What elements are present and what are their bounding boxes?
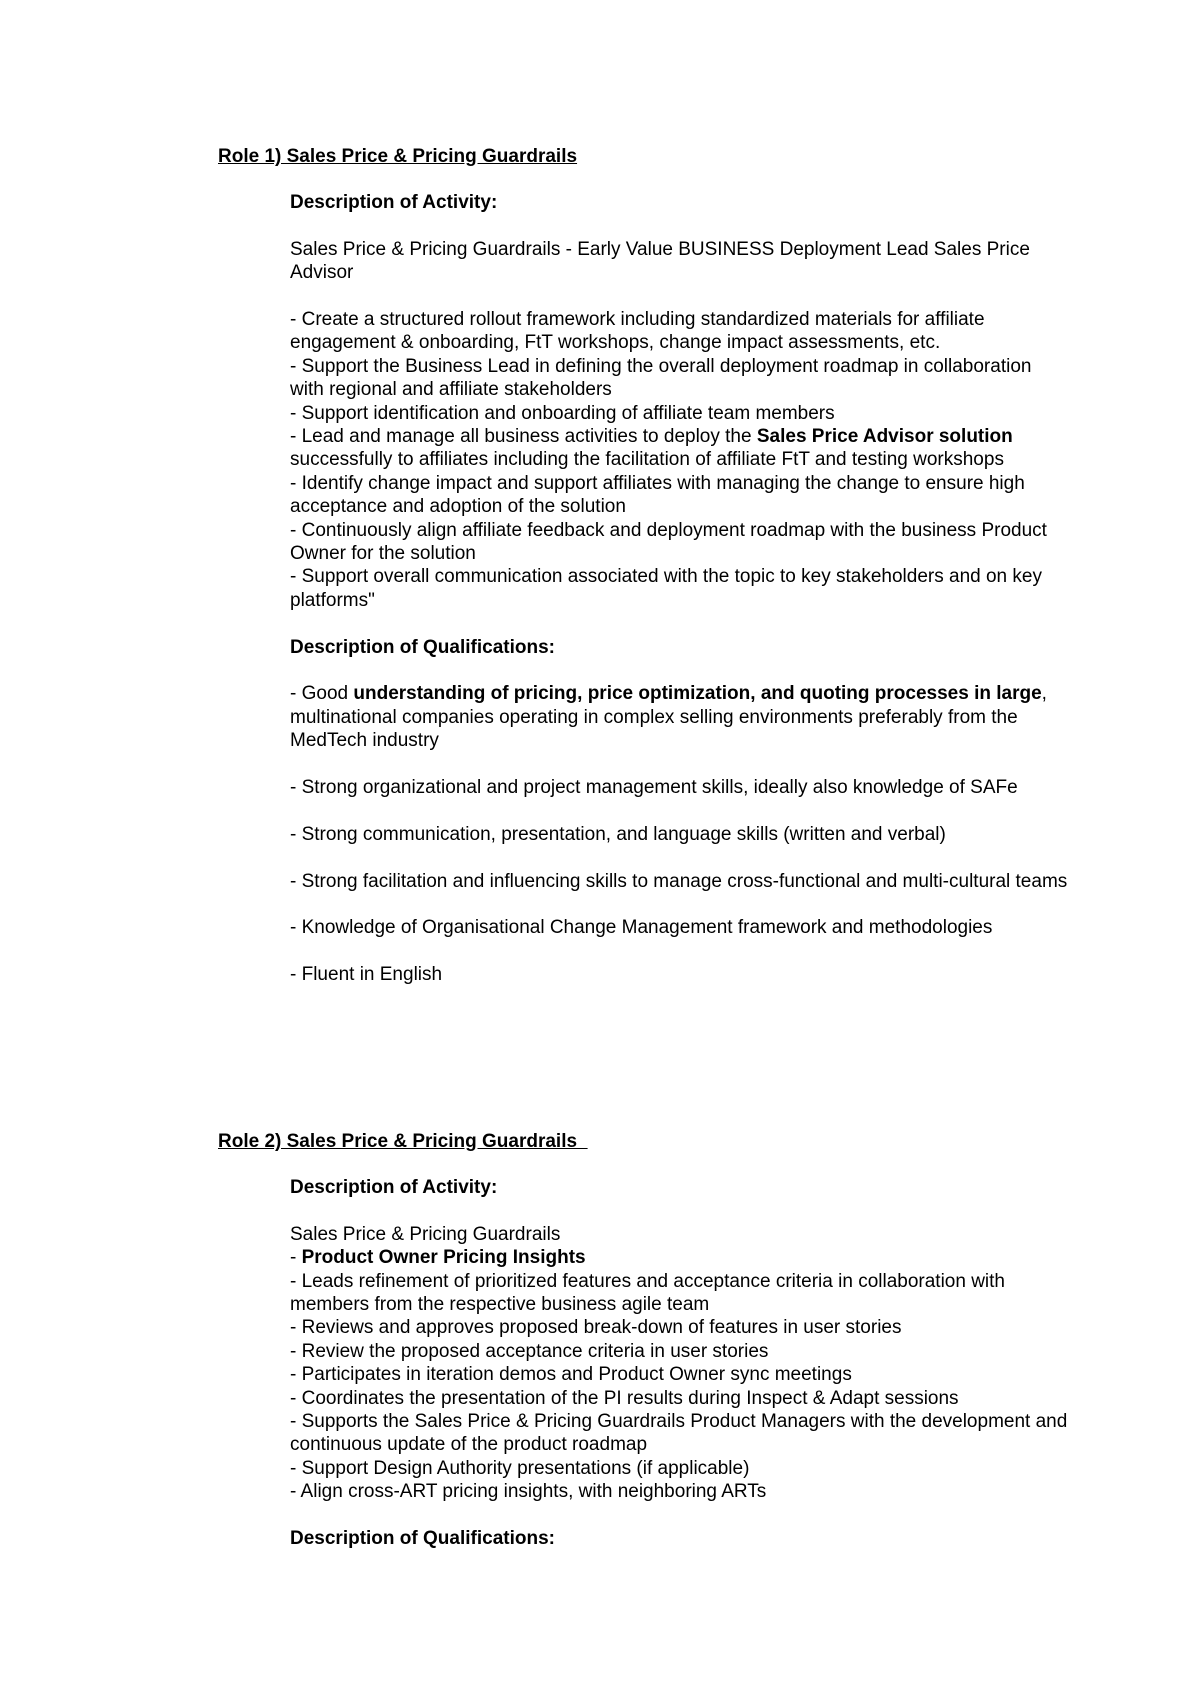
qualification-item: - Knowledge of Organisational Change Management framework and methodologies [290,917,993,939]
role2-activity-heading: Description of Activity: [290,1177,498,1198]
list-item: - Review the proposed acceptance criteria in user stories [290,1340,769,1362]
qualification-text: , multinational companies operating in complex selling environments preferably from the MedTech industry [290,683,1047,752]
qualification-item: - Strong facilitation and influencing skills to manage cross-functional and multi-cultural teams [290,870,1068,892]
list-item: - Support overall communication associated with the topic to key stakeholders and on key platforms" [290,566,1042,611]
role2-activity-section [290,1176,1070,1550]
role1-activity-heading: Description of Activity: [290,192,498,213]
role1-heading: Role 1) Sales Price & Pricing Guardrails [218,146,578,167]
role1-activity-list [290,308,1070,612]
list-item-text: - [290,1247,302,1269]
qualification-text: - Good [290,683,354,705]
list-item-emphasis: Sales Price Advisor solution [756,426,1013,448]
role1-activity-section [290,191,1070,987]
role2-activity-title: Sales Price & Pricing Guardrails [290,1223,561,1245]
qualification-item: - Fluent in English [290,964,443,986]
list-item: - Leads refinement of prioritized features and acceptance criteria in collaboration with members from the respective business agile team [290,1270,1005,1316]
qualification-item [290,682,1070,752]
list-item: - Support identification and onboarding of affiliate team members [290,402,835,424]
list-item: - Participates in iteration demos and Product Owner sync meetings [290,1364,852,1386]
list-item: - Identify change impact and support affiliates with managing the change to ensure high acceptance and adoption of the solution [290,472,1025,518]
role2-qualifications-heading: Description of Qualifications: [290,1528,555,1550]
role2-heading: Role 2) Sales Price & Pricing Guardrails [218,1131,588,1152]
role2-activity-list [290,1223,1070,1504]
qualification-item: - Strong communication, presentation, and language skills (written and verbal) [290,823,946,845]
list-item: - Coordinates the presentation of the PI results during Inspect & Adapt sessions [290,1387,959,1409]
list-item-text: - Lead and manage all business activities to deploy the [290,426,757,448]
list-item-text: successfully to affiliates including the facilitation of affiliate FtT and testing workshops [290,449,1004,471]
list-item: - Support Design Authority presentations (if applicable) [290,1457,750,1479]
list-item [290,1246,1070,1269]
list-item: - Reviews and approves proposed break-down of features in user stories [290,1317,902,1339]
list-item: - Supports the Sales Price & Pricing Guardrails Product Managers with the development and continuous update of the product roadmap [290,1411,1068,1456]
qualification-item: - Strong organizational and project management skills, ideally also knowledge of SAFe [290,777,1018,799]
role1-qualifications-heading: Description of Qualifications: [290,636,555,658]
list-item [290,425,1070,472]
list-item: - Create a structured rollout framework including standardized materials for affiliate engagement & onboarding, FtT workshops, change impact assessments, etc. [290,309,985,354]
role1-activity-title: Sales Price & Pricing Guardrails - Early Value BUSINESS Deployment Lead Sales Price Advisor [290,238,1030,284]
product-owner-title: Product Owner Pricing Insights [301,1247,586,1269]
qualification-emphasis: understanding of pricing, price optimization, and quoting processes in large [353,683,1042,705]
list-item: - Continuously align affiliate feedback and deployment roadmap with the business Product Owner for the solution [290,519,1047,565]
list-item: - Align cross-ART pricing insights, with neighboring ARTs [290,1481,767,1503]
list-item: - Support the Business Lead in defining the overall deployment roadmap in collaboration with regional and affiliate stakeholders [290,355,1032,401]
